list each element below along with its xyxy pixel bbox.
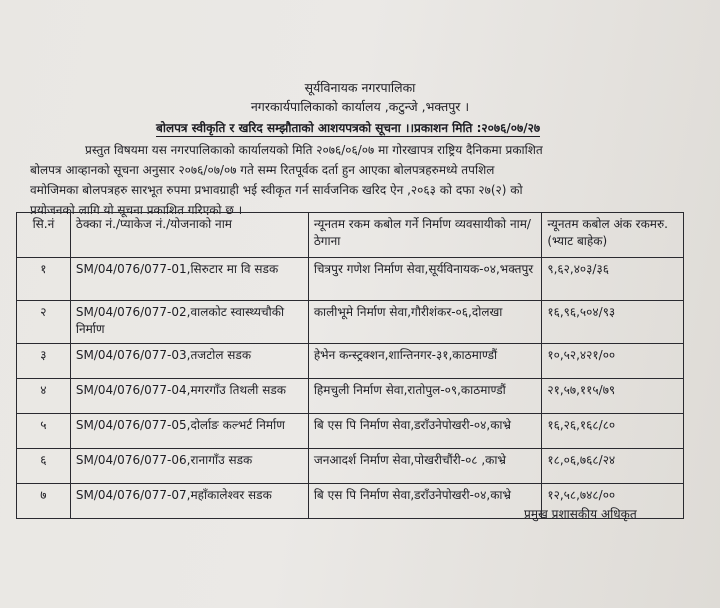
body-line-3: वमोजिमका बोलपत्रहरु सारभूत रुपमा प्रभावग्राही भई स्वीकृत गर्न सार्वजनिक खरिद ऐन ,२०६३ को दफा २७(२) को [30,183,523,197]
header-sn: सि.नं [17,213,71,258]
row-amount: १२,५८,७४८/०० [542,484,684,519]
notice-title: बोलपत्र स्वीकृति र खरिद सम्झौताको आशयपत्रको सूचना ।।प्रकाशन मिति :२०७६/०७/२७ [156,121,541,135]
row-sn: ४ [17,379,71,414]
table-row [17,344,684,379]
row-package: SM/04/076/077-05,दोर्लाङ कल्भर्ट निर्माण [70,414,308,449]
body-line-4: प्रयोजनको लागि यो सूचना प्रकाशित गरिएको छ । [30,203,243,217]
row-package: SM/04/076/077-06,रानागाँउ सडक [70,449,308,484]
table-row [17,449,684,484]
row-contractor: चित्रपुर गणेश निर्माण सेवा,सूर्यविनायक-०४,भक्तपुर [308,258,542,301]
row-sn: १ [17,258,71,301]
row-sn: २ [17,301,71,344]
municipality-name: सूर्यविनायक नगरपालिका [304,80,416,95]
row-contractor: बि एस पि निर्माण सेवा,डराँउनेपोखरी-०४,काभ्रे [308,414,542,449]
row-amount: १०,५२,४२१/०० [542,344,684,379]
row-sn: ५ [17,414,71,449]
row-amount: २१,५७,११५/७९ [542,379,684,414]
table-row [17,301,684,344]
row-amount: १८,०६,७६८/२४ [542,449,684,484]
table-row [17,414,684,449]
signatory: प्रमुख प्रशासकीय अधिकृत [524,507,637,521]
row-contractor: हेभेन कन्स्ट्रक्शन,शान्तिनगर-३१,काठमाण्डौं [308,344,542,379]
row-contractor: जनआदर्श निर्माण सेवा,पोखरीचौंरी-०८ ,काभ्रे [308,449,542,484]
bid-table [16,212,684,519]
row-amount: १६,९६,५०४/९३ [542,301,684,344]
office-address: नगरकार्यपालिकाको कार्यालय ,कटुन्जे ,भक्तपुर । [250,99,470,114]
table-row [17,379,684,414]
header-contractor: न्यूनतम रकम कबोल गर्ने निर्माण व्यवसायीको नाम/ठेगाना [308,213,542,258]
table-row [17,258,684,301]
body-line-2: बोलपत्र आव्हानको सूचना अनुसार २०७६/०७/०७ गते सम्म रितपूर्वक दर्ता हुन आएका बोलपत्रहरुमध्ये तपशिल [30,163,495,177]
header-amount: न्यूनतम कबोल अंक रकमरु.(भ्याट बाहेक) [542,213,684,258]
row-package: SM/04/076/077-01,सिरुटार मा वि सडक [70,258,308,301]
row-contractor: बि एस पि निर्माण सेवा,डराँउनेपोखरी-०४,काभ्रे [308,484,542,519]
row-package: SM/04/076/077-03,तजटोल सडक [70,344,308,379]
table-header-row [17,213,684,258]
row-sn: ६ [17,449,71,484]
body-line-1: प्रस्तुत विषयमा यस नगरपालिकाको कार्यालयको मिति २०७६/०६/०७ मा गोरखापत्र राष्ट्रिय दैनिकमा प्रकाशित [85,143,543,157]
header-package: ठेक्का नं./प्याकेज नं./योजनाको नाम [70,213,308,258]
row-package: SM/04/076/077-02,वालकोट स्वास्थ्यचौकी निर्माण [70,301,308,344]
row-package: SM/04/076/077-04,मगरगाँउ तिथली सडक [70,379,308,414]
row-amount: १६,२६,१६८/८० [542,414,684,449]
row-sn: ३ [17,344,71,379]
row-contractor: हिमचुली निर्माण सेवा,रातोपुल-०९,काठमाण्डौं [308,379,542,414]
row-amount: ९,६२,४०३/३६ [542,258,684,301]
row-contractor: कालीभूमे निर्माण सेवा,गौरीशंकर-०६,दोलखा [308,301,542,344]
row-package: SM/04/076/077-07,महाँकालेश्वर सडक [70,484,308,519]
row-sn: ७ [17,484,71,519]
